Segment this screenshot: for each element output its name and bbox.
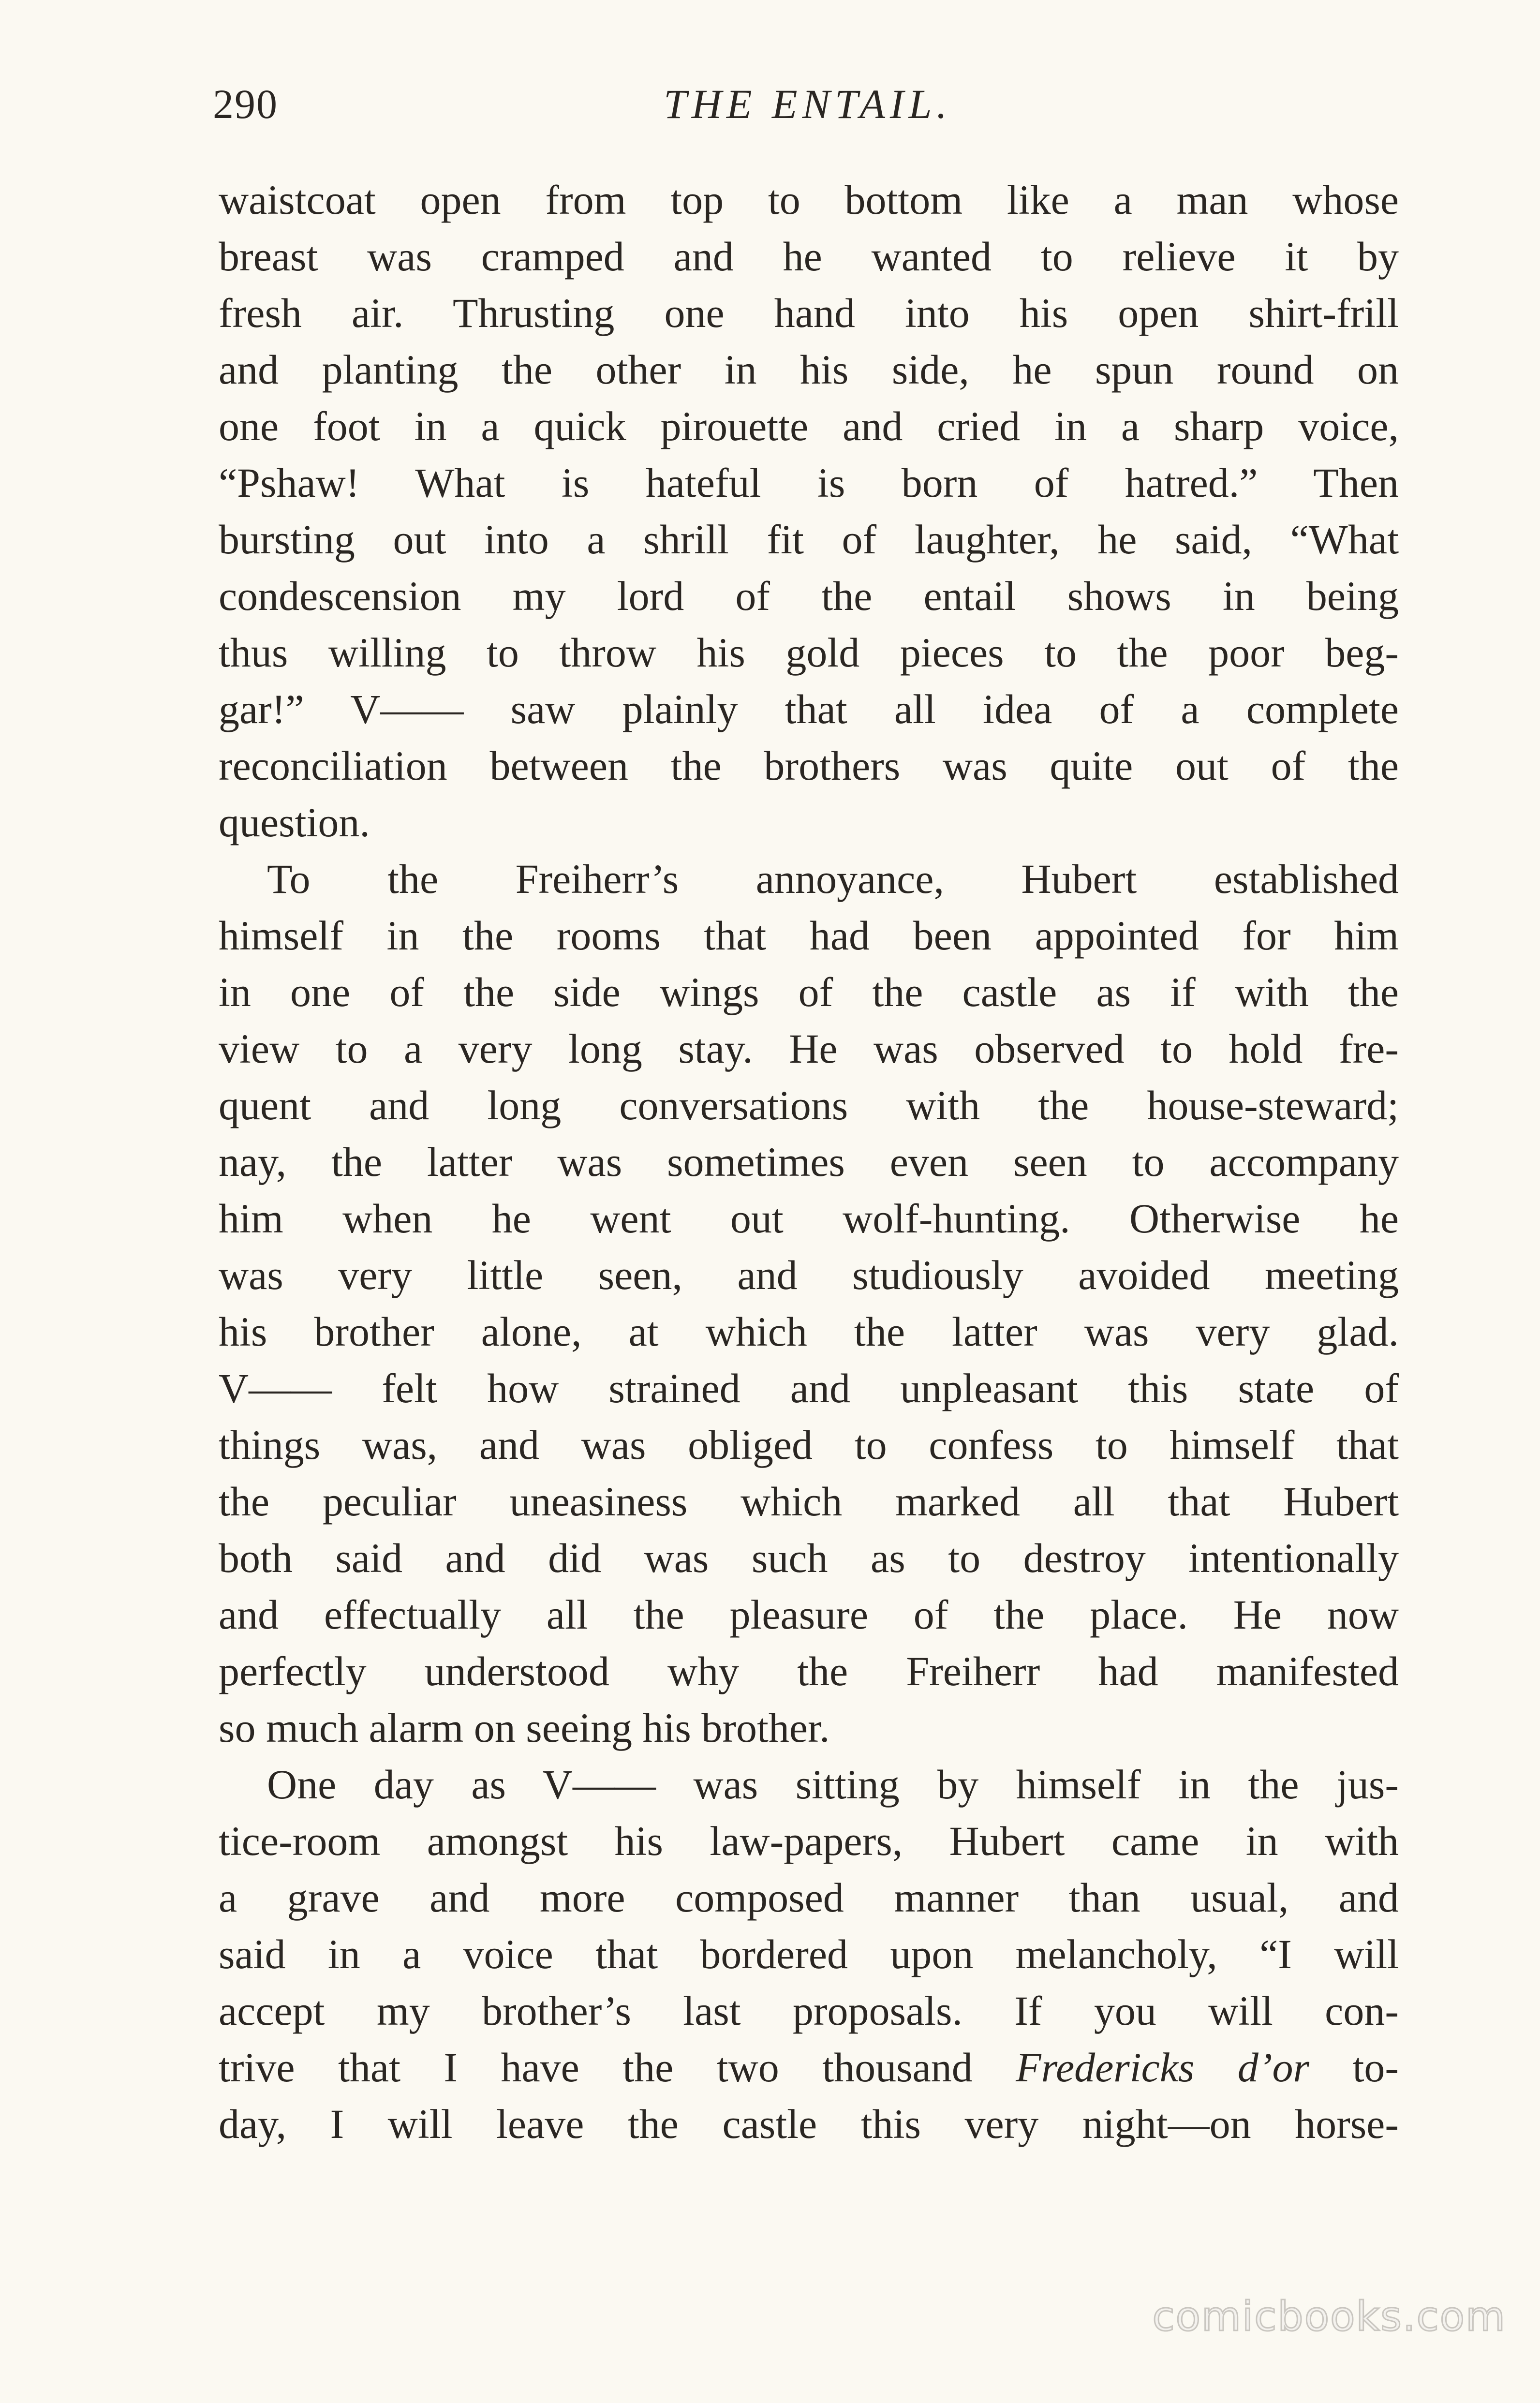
text-line: and effectually all the pleasure of the place. He now bbox=[219, 1591, 1399, 1638]
body-text bbox=[219, 172, 1399, 2152]
running-title: THE ENTAIL. bbox=[664, 81, 952, 127]
text-line: tice-room amongst his law-papers, Hubert came in with bbox=[219, 1818, 1399, 1864]
text-line: a grave and more composed manner than usual, and bbox=[219, 1874, 1399, 1921]
italic-phrase: Fredericks d’or bbox=[1016, 2044, 1310, 2091]
text-line: trive that I have the two thousand Fredericks d’or to- bbox=[219, 2044, 1399, 2091]
text-line: both said and did was such as to destroy intentionally bbox=[219, 1535, 1399, 1581]
text-line: him when he went out wolf-hunting. Otherwise he bbox=[219, 1195, 1399, 1242]
text-line: the peculiar uneasiness which marked all that Hubert bbox=[219, 1478, 1399, 1525]
page-number: 290 bbox=[213, 81, 278, 127]
paragraph-first-line: To the Freiherr’s annoyance, Hubert established bbox=[267, 856, 1399, 902]
text-line: condescension my lord of the entail shows in being bbox=[219, 573, 1399, 619]
running-head bbox=[213, 80, 1403, 138]
text-line: gar!” V—— saw plainly that all idea of a complete bbox=[219, 686, 1399, 732]
text-line: bursting out into a shrill fit of laughter, he said, “What bbox=[219, 516, 1399, 563]
paragraph-end-line: question. bbox=[219, 799, 370, 846]
text-line: day, I will leave the castle this very night—on horse- bbox=[219, 2101, 1399, 2147]
paragraph-first-line: One day as V—— was sitting by himself in the jus- bbox=[267, 1761, 1399, 1808]
text-line: nay, the latter was sometimes even seen to accompany bbox=[219, 1139, 1399, 1185]
paragraph-end-line: so much alarm on seeing his brother. bbox=[219, 1705, 830, 1751]
text-line: in one of the side wings of the castle as if with the bbox=[219, 969, 1399, 1015]
text-line: breast was cramped and he wanted to relieve it by bbox=[219, 233, 1399, 280]
text-line: thus willing to throw his gold pieces to the poor beg- bbox=[219, 629, 1399, 676]
watermark: comicbooks.com bbox=[1152, 2293, 1506, 2340]
text-line: one foot in a quick pirouette and cried in a sharp voice, bbox=[219, 403, 1399, 449]
text-line: said in a voice that bordered upon melancholy, “I will bbox=[219, 1931, 1399, 1977]
text-line: waistcoat open from top to bottom like a man whose bbox=[219, 177, 1399, 223]
text-line: his brother alone, at which the latter was very glad. bbox=[219, 1308, 1399, 1355]
text-line: view to a very long stay. He was observed to hold fre- bbox=[219, 1025, 1399, 1072]
text-line: was very little seen, and studiously avoided meeting bbox=[219, 1252, 1399, 1298]
text-line: V—— felt how strained and unpleasant this state of bbox=[219, 1365, 1399, 1411]
text-line: himself in the rooms that had been appointed for him bbox=[219, 912, 1399, 959]
text-line: “Pshaw! What is hateful is born of hatred.” Then bbox=[219, 460, 1399, 506]
text-line: things was, and was obliged to confess to himself that bbox=[219, 1422, 1399, 1468]
text-line: reconciliation between the brothers was quite out of the bbox=[219, 742, 1399, 789]
text-line: accept my brother’s last proposals. If you will con- bbox=[219, 1988, 1399, 2034]
text-line: fresh air. Thrusting one hand into his open shirt-frill bbox=[219, 290, 1399, 336]
text-line: perfectly understood why the Freiherr had manifested bbox=[219, 1648, 1399, 1694]
text-line: quent and long conversations with the house-steward; bbox=[219, 1082, 1399, 1128]
text-line: and planting the other in his side, he spun round on bbox=[219, 346, 1399, 393]
